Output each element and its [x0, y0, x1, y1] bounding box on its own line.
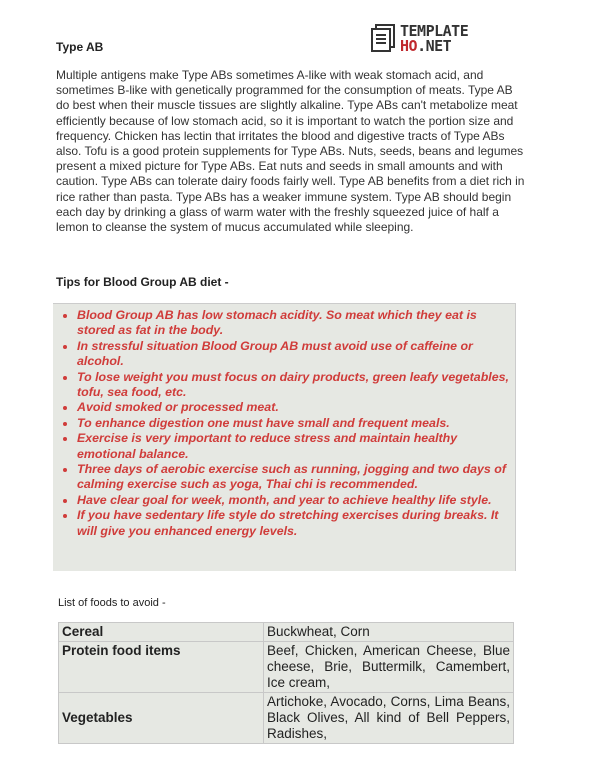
- description-paragraph: Multiple antigens make Type ABs sometimes A-like with weak stomach acid, and sometimes B-like with genetically programmed for the consumption of meats. Type AB do best when their muscle tissues are slightly alkaline. Type ABs can't metabolize meat efficiently because of low stomach acid, so it is important to watch the portion size and frequency. Chicken has lectin that irritates the blood and digestive tracts of Type ABs also. Tofu is a good protein supplements for Type ABs. Nuts, seeds, beans and legumes present a mixed picture for Type ABs. Eat nuts and seeds in small amounts and with caution. Type ABs can tolerate dairy foods fairly well. Type AB benefits from a diet rich in rice rather than pasta. Type ABs has a weaker immune system. Type AB should begin each day by drinking a glass of warm water with the freshly squeezed juice of half a lemon to cleanse the system of mucus accumulated while sleeping.: [56, 68, 525, 235]
- table-row: [59, 693, 514, 744]
- tip-item: • Avoid smoked or processed meat.: [77, 400, 515, 415]
- tip-item: • To enhance digestion one must have small and frequent meals.: [77, 416, 515, 431]
- food-category: Protein food items: [59, 642, 264, 693]
- food-items: Beef, Chicken, American Cheese, Blue cheese, Brie, Buttermilk, Camembert, Ice cream,: [264, 642, 514, 693]
- logo-line2a: HO: [400, 37, 418, 55]
- tips-heading: Tips for Blood Group AB diet -: [56, 275, 229, 289]
- tips-list: [53, 308, 515, 539]
- logo-line1: TEMPLATE: [400, 22, 469, 40]
- tip-item: • Exercise is very important to reduce stress and maintain healthy emotional balance.: [77, 431, 515, 462]
- templatehq-logo: [370, 24, 468, 54]
- table-row: [59, 642, 514, 693]
- foods-to-avoid-heading: List of foods to avoid -: [58, 597, 166, 609]
- table-row: [59, 623, 514, 642]
- tips-box: [53, 303, 516, 571]
- tip-item: • Blood Group AB has low stomach acidity. So meat which they eat is stored as fat in the body.: [77, 308, 515, 339]
- tip-item: • If you have sedentary life style do stretching exercises during breaks. It will give you enhanced energy levels.: [77, 508, 515, 539]
- tip-item: • Have clear goal for week, month, and year to achieve healthy life style.: [77, 493, 515, 508]
- food-category: Vegetables: [59, 693, 264, 744]
- document-icon: [370, 24, 396, 54]
- food-items: Buckwheat, Corn: [264, 623, 514, 642]
- logo-line2b: .NET: [417, 37, 452, 55]
- tip-item: • In stressful situation Blood Group AB must avoid use of caffeine or alcohol.: [77, 339, 515, 370]
- foods-to-avoid-table: [58, 622, 514, 744]
- tip-item: • To lose weight you must focus on dairy products, green leafy vegetables, tofu, sea food, etc.: [77, 370, 515, 401]
- section-title: Type AB: [56, 40, 104, 54]
- food-category: Cereal: [59, 623, 264, 642]
- food-items: Artichoke, Avocado, Corns, Lima Beans, Black Olives, All kind of Bell Peppers, Radishes,: [264, 693, 514, 744]
- tip-item: • Three days of aerobic exercise such as running, jogging and two days of calming exercise such as yoga, Thai chi is recommended.: [77, 462, 515, 493]
